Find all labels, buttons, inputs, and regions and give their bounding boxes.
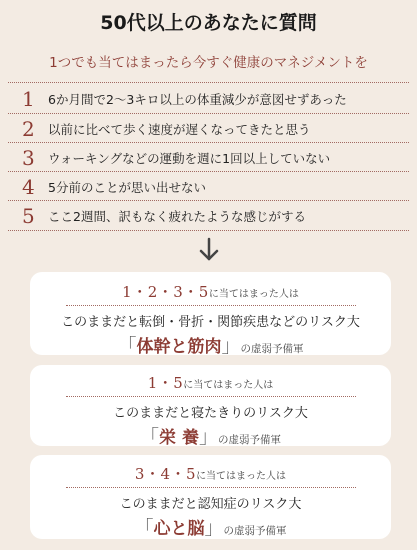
close-bracket: 」 bbox=[204, 517, 224, 539]
card-risk-text: このままだと転倒・骨折・関節疾患などのリスク大 bbox=[61, 315, 360, 330]
close-bracket: 」 bbox=[198, 426, 218, 448]
card-risk-text: このままだと認知症のリスク大 bbox=[119, 497, 302, 512]
card-risk-text: このままだと寝たきりのリスク大 bbox=[113, 406, 308, 421]
card-keyword: 体幹と筋肉 bbox=[136, 337, 222, 357]
result-card bbox=[30, 365, 391, 446]
item-text: 以前に比べて歩く速度が遅くなってきたと思う bbox=[48, 121, 311, 137]
item-number: 5 bbox=[22, 203, 35, 228]
card-result bbox=[30, 513, 391, 540]
item-number: 1 bbox=[22, 86, 35, 111]
card-heading bbox=[30, 281, 391, 302]
item-text: 5分前のことが思い出せない bbox=[48, 179, 206, 195]
card-divider bbox=[66, 305, 356, 306]
card-heading bbox=[30, 463, 391, 484]
card-numbers: 3・4・5 bbox=[134, 465, 197, 483]
card-keyword: 栄 養 bbox=[159, 428, 199, 448]
result-card bbox=[30, 272, 391, 355]
card-result bbox=[30, 331, 391, 358]
open-bracket: 「 bbox=[134, 517, 154, 539]
card-suffix: に当てはまった人は bbox=[208, 289, 299, 300]
divider bbox=[8, 230, 409, 231]
card-tail: の虚弱予備軍 bbox=[223, 525, 287, 537]
divider bbox=[8, 82, 409, 83]
down-arrow-icon bbox=[196, 237, 222, 263]
open-bracket: 「 bbox=[117, 335, 137, 357]
card-suffix: に当てはまった人は bbox=[196, 471, 287, 482]
card-result bbox=[30, 422, 391, 449]
result-card bbox=[30, 455, 391, 539]
card-keyword: 心と脳 bbox=[153, 519, 205, 539]
item-number: 3 bbox=[22, 145, 35, 170]
item-number: 4 bbox=[22, 174, 35, 199]
item-text: ウォーキングなどの運動を週に1回以上していない bbox=[48, 150, 331, 166]
card-divider bbox=[66, 396, 356, 397]
item-text: 6か月間で2〜3キロ以上の体重減少が意図せずあった bbox=[48, 91, 347, 107]
checklist-item bbox=[8, 84, 409, 113]
card-tail: の虚弱予備軍 bbox=[217, 434, 281, 446]
card-divider bbox=[66, 487, 356, 488]
page-subtitle: 1つでも当てはまったら今すぐ健康のマネジメントを bbox=[49, 55, 368, 71]
card-suffix: に当てはまった人は bbox=[183, 380, 274, 391]
card-tail: の虚弱予備軍 bbox=[240, 343, 304, 355]
card-numbers: 1・5 bbox=[147, 374, 184, 392]
item-number: 2 bbox=[22, 116, 35, 141]
close-bracket: 」 bbox=[221, 335, 241, 357]
item-text: ここ2週間、訳もなく疲れたような感じがする bbox=[48, 208, 306, 224]
card-numbers: 1・2・3・5 bbox=[122, 283, 209, 301]
open-bracket: 「 bbox=[140, 426, 160, 448]
checklist-item bbox=[8, 143, 409, 172]
checklist-item bbox=[8, 172, 409, 201]
page-title: 50代以上のあなたに質問 bbox=[100, 12, 317, 34]
card-heading bbox=[30, 372, 391, 393]
checklist-item bbox=[8, 114, 409, 143]
checklist-item bbox=[8, 201, 409, 230]
